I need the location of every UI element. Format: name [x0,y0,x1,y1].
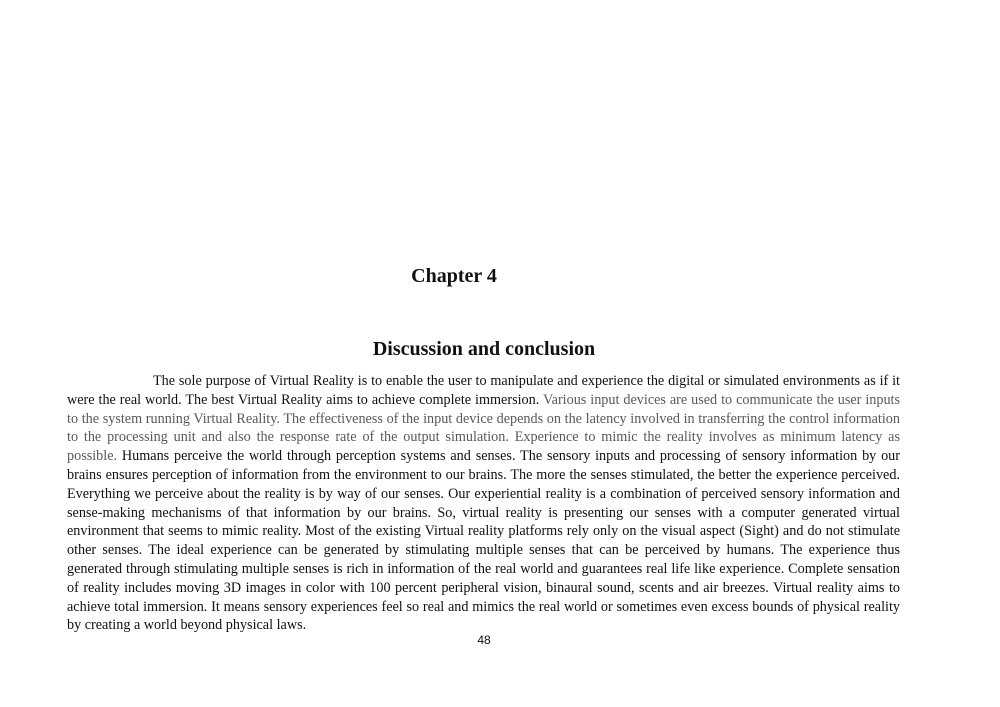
paragraph-part-2: Various input devices are used to communicate the user inputs to the system running Virtual Reality. The effectiveness of the input device depends on the latency involved in transferring the control information to the processing unit and also the response rate of the output simulation. Experience to mimic the reality involves as minimum latency as possible. [67,391,901,465]
section-title: Discussion and conclusion [372,338,596,360]
chapter-heading: Chapter 4 [411,265,497,287]
page-number: 48 [477,633,491,647]
paragraph-part-3: Humans perceive the world through perception systems and senses. The sensory inputs and processing of sensory information by our brains ensures perception of information from the environment to our brains. The more the senses stimulated, the better the experience perceived. Everything we perceive about the reality is by way of our senses. Our experiential reality is a combination of perceived sensory information and sense-making mechanisms of that information by our brains. So, virtual reality is presenting our senses with a computer generated virtual environment that seems to mimic reality. Most of the existing Virtual reality platforms rely only on the visual aspect (Sight) and do not stimulate other senses. The ideal experience can be generated by stimulating multiple senses that can be perceived by humans. The experience thus generated through stimulating multiple senses is rich in information of the real world and guarantees real life like experience. Complete sensation of reality includes moving 3D images in color with 100 percent peripheral vision, binaural sound, scents and air breezes. Virtual reality aims to achieve total immersion. It means sensory experiences feel so real and mimics the real world or sometimes even excess bounds of physical reality by creating a world beyond physical laws. [67,448,900,634]
paragraph-part-1: The sole purpose of Virtual Reality is to enable the user to manipulate and experience the digital or simulated environments as if it were the real world. The best Virtual Reality aims to achieve complete immersion. [67,373,900,408]
body-paragraph [67,372,900,635]
